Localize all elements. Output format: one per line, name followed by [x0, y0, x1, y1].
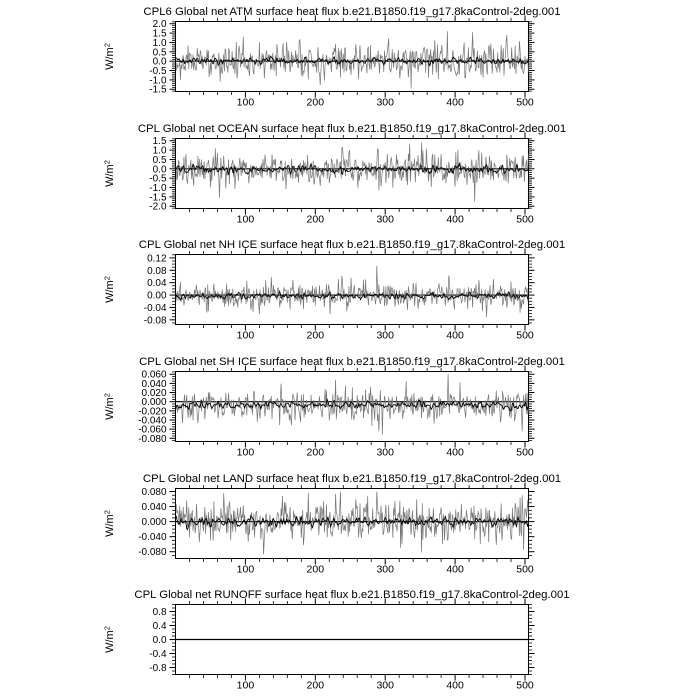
y-tick-label: -0.080: [138, 546, 167, 558]
series-group: [176, 31, 528, 88]
y-tick-label: 0.060: [141, 369, 167, 381]
y-tick-label: -0.08: [143, 315, 167, 327]
y-tick-label: -1.0: [149, 75, 167, 87]
x-tick-label: 500: [516, 330, 534, 342]
x-tick-label: 200: [306, 330, 325, 342]
y-axis-label: $W/m^2$: [102, 276, 117, 304]
y-tick-label: -0.5: [149, 66, 167, 78]
y-tick-label: 1.0: [152, 145, 167, 157]
x-tick-label: 400: [446, 564, 464, 576]
x-tick-label: 200: [306, 447, 325, 459]
y-tick-label: -1.0: [149, 182, 167, 194]
x-tick-label: 100: [236, 330, 255, 342]
x-tick-label: 100: [236, 97, 255, 109]
y-tick-label: 0.000: [141, 397, 167, 409]
y-axis-label: $W/m^2$: [102, 626, 117, 654]
x-tick-label: 300: [376, 330, 394, 342]
y-tick-label: 0.08: [147, 266, 167, 278]
y-axis-label: $W/m^2$: [102, 393, 117, 420]
y-tick-label: 0.040: [141, 378, 167, 390]
y-tick-label: -1.5: [149, 192, 167, 204]
y-tick-label: 1.5: [152, 28, 167, 40]
x-tick-label: 500: [516, 564, 534, 576]
series-group: [176, 374, 528, 434]
y-tick-label: 0.000: [141, 516, 167, 528]
x-tick-label: 200: [306, 97, 325, 109]
y-tick-label: 0.04: [147, 278, 167, 290]
chart-title: CPL Global net OCEAN surface heat flux b.e21.B1850.f19_g17.8kaControl-2deg.001: [137, 122, 567, 135]
y-tick-label: 0.5: [152, 47, 167, 59]
y-tick-label: 0.0: [152, 163, 167, 175]
x-tick-label: 400: [446, 447, 464, 459]
x-tick-label: 100: [236, 214, 255, 226]
chart-runoff-net-heat-flux: [0, 583, 700, 700]
y-tick-label: -0.04: [143, 303, 167, 315]
x-tick-label: 500: [516, 214, 534, 226]
chart-title: CPL Global net NH ICE surface heat flux b.e21.B1850.f19_g17.8kaControl-2deg.001: [138, 239, 566, 252]
y-axis-label: $W/m^2$: [102, 159, 117, 187]
y-tick-label: 1.0: [152, 37, 167, 49]
chart-title: CPL6 Global net ATM surface heat flux b.e21.B1850.f19_g17.8kaControl-2deg.001: [143, 5, 561, 18]
y-tick-label: 0.12: [147, 253, 167, 265]
x-tick-label: 400: [446, 330, 464, 342]
y-tick-label: 0.0: [152, 56, 167, 68]
chart-sh-ice-net-heat-flux: [0, 350, 700, 467]
chart-ocean-net-heat-flux: [0, 117, 700, 234]
series-group: [176, 266, 528, 317]
series-line-annual-net-flux: [176, 266, 528, 317]
x-tick-label: 100: [236, 447, 255, 459]
x-tick-label: 200: [306, 214, 325, 226]
y-tick-label: -0.040: [138, 531, 167, 543]
chart-title: CPL Global net RUNOFF surface heat flux b.e21.B1850.f19_g17.8kaControl-2deg.001: [134, 589, 570, 602]
y-tick-label: 0.8: [152, 607, 167, 619]
y-tick-label: 0.040: [141, 501, 167, 513]
y-tick-label: 0.5: [152, 154, 167, 166]
y-tick-label: -0.5: [149, 173, 167, 185]
chart-atm-net-heat-flux: [0, 0, 700, 117]
x-tick-label: 200: [306, 680, 325, 692]
y-tick-label: 0.00: [147, 290, 167, 302]
y-axis-label: $W/m^2$: [102, 43, 117, 70]
y-tick-label: 1.5: [152, 135, 167, 147]
series-group: [176, 142, 528, 201]
chart-title: CPL Global net SH ICE surface heat flux b.e21.B1850.f19_g17.8kaControl-2deg.001: [139, 355, 565, 368]
y-tick-label: -0.080: [138, 433, 167, 445]
series-group: [176, 491, 528, 554]
y-tick-label: -0.020: [138, 406, 167, 418]
x-tick-label: 400: [446, 680, 464, 692]
x-tick-label: 300: [376, 447, 394, 459]
chart-title: CPL Global net LAND surface heat flux b.e21.B1850.f19_g17.8kaControl-2deg.001: [142, 472, 562, 485]
y-axis-label: $W/m^2$: [102, 509, 117, 537]
x-tick-label: 300: [376, 680, 394, 692]
x-tick-label: 400: [446, 97, 464, 109]
x-tick-label: 400: [446, 214, 464, 226]
y-tick-label: 0.020: [141, 388, 167, 400]
y-tick-label: -0.4: [149, 649, 167, 661]
series-line-annual-net-flux: [176, 491, 528, 554]
x-tick-label: 500: [516, 680, 534, 692]
x-tick-label: 200: [306, 564, 325, 576]
x-tick-label: 500: [516, 447, 534, 459]
y-tick-label: -1.5: [149, 84, 167, 96]
y-tick-label: -0.040: [138, 415, 167, 427]
x-tick-label: 300: [376, 564, 394, 576]
x-tick-label: 300: [376, 214, 394, 226]
x-tick-label: 100: [236, 564, 255, 576]
y-tick-label: 0.0: [152, 635, 167, 647]
x-tick-label: 300: [376, 97, 394, 109]
x-tick-label: 100: [236, 680, 255, 692]
y-tick-label: 2.0: [152, 19, 167, 31]
y-tick-label: -2.0: [149, 201, 167, 213]
y-tick-label: 0.4: [152, 621, 167, 633]
y-tick-label: -0.8: [149, 663, 167, 675]
y-tick-label: -0.060: [138, 424, 167, 436]
x-tick-label: 500: [516, 97, 534, 109]
chart-land-net-heat-flux: [0, 467, 700, 584]
y-tick-label: 0.080: [141, 486, 167, 498]
chart-nh-ice-net-heat-flux: [0, 233, 700, 350]
